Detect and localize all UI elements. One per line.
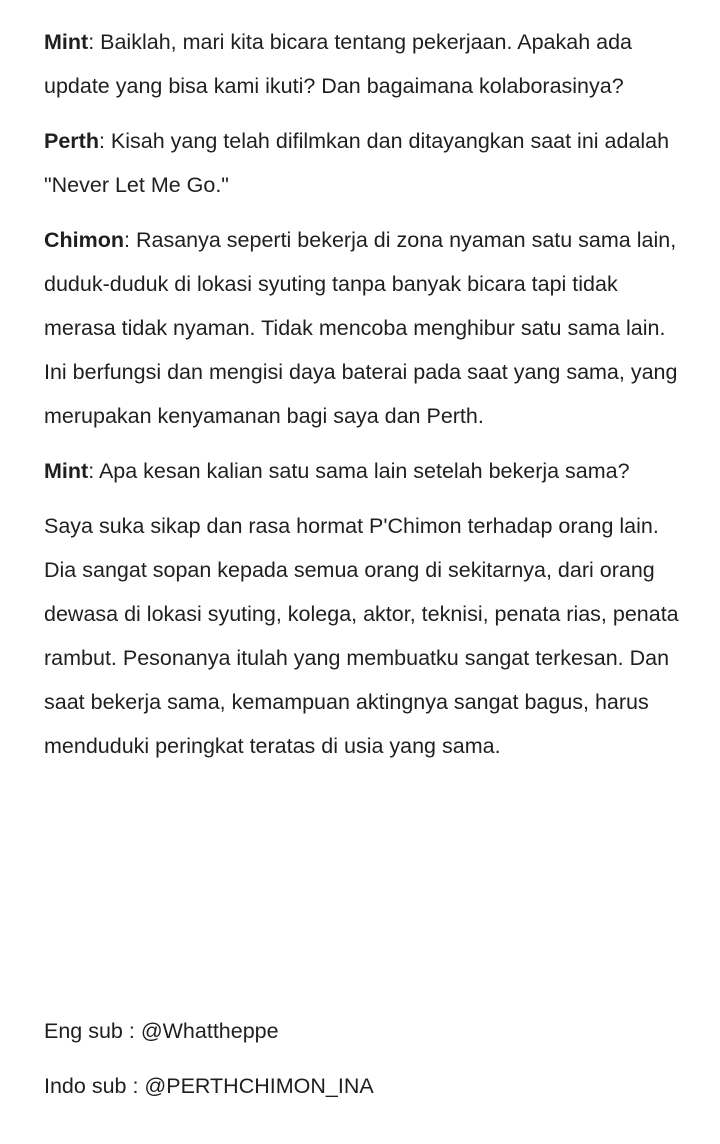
paragraph-text: : Kisah yang telah difilmkan dan ditayangkan saat ini adalah "Never Let Me Go." <box>44 129 670 197</box>
credit-indo-sub: Indo sub : @PERTHCHIMON_INA <box>44 1074 374 1098</box>
paragraph-text: Saya suka sikap dan rasa hormat P'Chimon terhadap orang lain. Dia sangat sopan kepada semua orang di sekitarnya, dari orang dewasa di lokasi syuting, kolega, aktor, teknisi, penata rias, penata rambut. Pesonanya itulah yang membuatku sangat terkesan. Dan saat bekerja sama, kemampuan aktingnya sangat bagus, harus menduduki peringkat teratas di usia yang sama. <box>44 514 679 758</box>
paragraph-text: : Baiklah, mari kita bicara tentang pekerjaan. Apakah ada update yang bisa kami ikuti? Dan bagaimana kolaborasinya? <box>44 30 632 98</box>
speaker-name: Mint <box>44 459 89 483</box>
speaker-name: Chimon <box>44 228 125 252</box>
paragraph-mint-question-1 <box>44 20 680 108</box>
speaker-name: Mint <box>44 30 89 54</box>
paragraph-mint-question-2 <box>44 449 680 493</box>
paragraph-text: : Rasanya seperti bekerja di zona nyaman satu sama lain, duduk-duduk di lokasi syuting tanpa banyak bicara tapi tidak merasa tidak nyaman. Tidak mencoba menghibur satu sama lain. Ini berfungsi dan mengisi daya baterai pada saat yang sama, yang merupakan kenyamanan bagi saya dan Perth. <box>44 228 678 428</box>
speaker-name: Perth <box>44 129 99 153</box>
article-body <box>44 20 680 779</box>
paragraph-perth-answer <box>44 119 680 207</box>
paragraph-answer <box>44 504 680 768</box>
credit-eng-sub: Eng sub : @Whattheppe <box>44 1019 279 1043</box>
paragraph-chimon-answer <box>44 218 680 438</box>
paragraph-text: : Apa kesan kalian satu sama lain setelah bekerja sama? <box>88 459 630 483</box>
subtitle-credits <box>44 1009 680 1119</box>
